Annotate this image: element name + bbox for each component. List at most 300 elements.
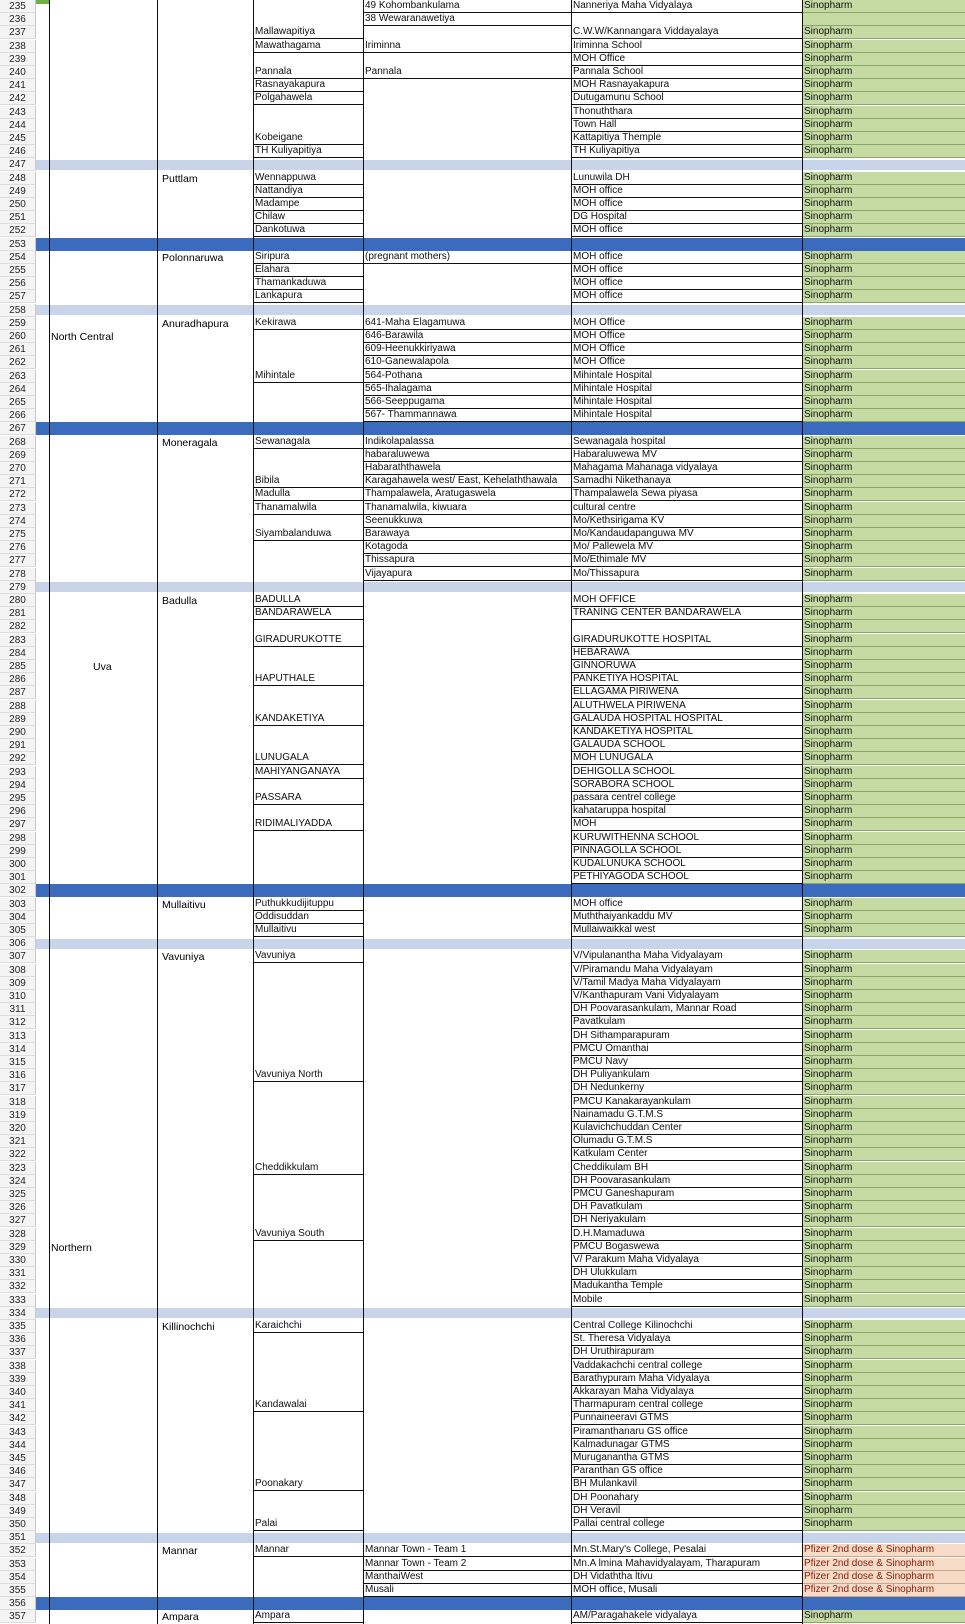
vaccination-centre-cell[interactable]: MOH Office [571, 356, 802, 369]
row-number[interactable]: 235 [0, 0, 36, 13]
moh-area-cell[interactable]: TH Kuliyapitiya [253, 145, 363, 158]
vaccination-centre-cell[interactable]: Mo/Thissapura [571, 568, 802, 581]
vaccination-centre-cell[interactable]: Kulavichchuddan Center [571, 1122, 802, 1135]
vaccine-type-cell[interactable]: Sinopharm [802, 620, 965, 633]
vaccine-type-cell[interactable]: Sinopharm [802, 53, 965, 66]
location-cell[interactable] [363, 1082, 571, 1095]
vaccination-centre-cell[interactable]: V/Kanthapuram Vani Vidyalayam [571, 990, 802, 1003]
vaccine-type-cell[interactable]: Sinopharm [802, 1505, 965, 1518]
location-cell[interactable]: habaraluwewa [363, 449, 571, 462]
moh-area-cell[interactable] [253, 1109, 363, 1122]
vaccination-centre-cell[interactable]: Dutugamunu School [571, 92, 802, 105]
moh-area-cell[interactable]: KANDAKETIYA [253, 713, 363, 726]
vaccine-type-cell[interactable]: Sinopharm [802, 700, 965, 713]
moh-area-cell[interactable] [253, 779, 363, 792]
vaccine-type-cell[interactable]: Sinopharm [802, 224, 965, 237]
row-number[interactable]: 310 [0, 990, 36, 1003]
location-cell[interactable] [363, 898, 571, 911]
location-cell[interactable] [363, 964, 571, 977]
moh-area-cell[interactable]: Thamankaduwa [253, 277, 363, 290]
vaccine-type-cell[interactable]: Sinopharm [802, 924, 965, 937]
vaccine-type-cell[interactable]: Pfizer 2nd dose & Sinopharm [802, 1558, 965, 1571]
moh-area-cell[interactable] [253, 1465, 363, 1478]
vaccination-centre-cell[interactable]: Kattapitiya Themple [571, 132, 802, 145]
vaccination-centre-cell[interactable]: cultural centre [571, 502, 802, 515]
location-cell[interactable] [363, 1294, 571, 1307]
moh-area-cell[interactable] [253, 1360, 363, 1373]
location-cell[interactable]: (pregnant mothers) [363, 251, 571, 264]
row-number[interactable]: 272 [0, 488, 36, 501]
moh-area-cell[interactable]: Vavuniya North [253, 1069, 363, 1082]
row-number[interactable]: 259 [0, 317, 36, 330]
location-cell[interactable] [363, 713, 571, 726]
row-number[interactable]: 339 [0, 1373, 36, 1386]
vaccination-centre-cell[interactable]: Mn.St.Mary's College, Pesalai [571, 1544, 802, 1557]
moh-area-cell[interactable] [253, 1333, 363, 1346]
location-cell[interactable]: 610-Ganewalapola [363, 356, 571, 369]
vaccination-centre-cell[interactable]: HEBARAWA [571, 647, 802, 660]
row-number[interactable]: 256 [0, 277, 36, 290]
moh-area-cell[interactable] [253, 1214, 363, 1227]
row-number[interactable]: 305 [0, 924, 36, 937]
moh-area-cell[interactable] [253, 53, 363, 66]
vaccine-type-cell[interactable]: Sinopharm [802, 845, 965, 858]
moh-area-cell[interactable]: Lankapura [253, 290, 363, 303]
vaccine-type-cell[interactable]: Sinopharm [802, 449, 965, 462]
vaccine-type-cell[interactable]: Sinopharm [802, 251, 965, 264]
vaccination-centre-cell[interactable]: Mahagama Mahanaga vidyalaya [571, 462, 802, 475]
location-cell[interactable]: 646-Barawila [363, 330, 571, 343]
location-cell[interactable] [363, 766, 571, 779]
vaccine-type-cell[interactable]: Sinopharm [802, 779, 965, 792]
moh-area-cell[interactable] [253, 805, 363, 818]
vaccination-centre-cell[interactable]: GINNORUWA [571, 660, 802, 673]
vaccination-centre-cell[interactable]: Mihintale Hospital [571, 396, 802, 409]
moh-area-cell[interactable]: Mallawapitiya [253, 26, 363, 39]
row-number[interactable]: 288 [0, 700, 36, 713]
location-cell[interactable]: Mannar Town - Team 1 [363, 1544, 571, 1557]
moh-area-cell[interactable]: Madulla [253, 488, 363, 501]
row-number[interactable]: 313 [0, 1030, 36, 1043]
row-number[interactable]: 260 [0, 330, 36, 343]
vaccine-type-cell[interactable]: Pfizer 2nd dose & Sinopharm [802, 1544, 965, 1557]
location-cell[interactable] [363, 832, 571, 845]
row-number[interactable]: 326 [0, 1201, 36, 1214]
location-cell[interactable] [363, 1162, 571, 1175]
row-number[interactable]: 279 [0, 581, 36, 594]
vaccination-centre-cell[interactable]: MOH Office [571, 330, 802, 343]
vaccination-centre-cell[interactable]: Mobile [571, 1294, 802, 1307]
moh-area-cell[interactable] [253, 1175, 363, 1188]
row-number[interactable]: 292 [0, 752, 36, 765]
row-number[interactable]: 357 [0, 1610, 36, 1623]
location-cell[interactable]: Pannala [363, 66, 571, 79]
moh-area-cell[interactable] [253, 1412, 363, 1425]
row-number[interactable]: 247 [0, 158, 36, 171]
vaccine-type-cell[interactable]: Sinopharm [802, 0, 965, 13]
vaccine-type-cell[interactable]: Sinopharm [802, 805, 965, 818]
vaccine-type-cell[interactable]: Sinopharm [802, 317, 965, 330]
location-cell[interactable]: 566-Seeppugama [363, 396, 571, 409]
moh-area-cell[interactable]: Kobeigane [253, 132, 363, 145]
vaccination-centre-cell[interactable]: AM/Paragahakele vidyalaya [571, 1610, 802, 1623]
row-number[interactable]: 324 [0, 1175, 36, 1188]
row-number[interactable]: 356 [0, 1597, 36, 1610]
vaccination-centre-cell[interactable]: Mullaiwaikkal west [571, 924, 802, 937]
location-cell[interactable] [363, 990, 571, 1003]
moh-area-cell[interactable]: Ampara [253, 1610, 363, 1623]
moh-area-cell[interactable] [253, 858, 363, 871]
row-number[interactable]: 300 [0, 858, 36, 871]
vaccine-type-cell[interactable]: Sinopharm [802, 554, 965, 567]
row-number[interactable]: 278 [0, 568, 36, 581]
vaccination-centre-cell[interactable]: Piramanthanaru GS office [571, 1426, 802, 1439]
location-cell[interactable] [363, 805, 571, 818]
moh-area-cell[interactable] [253, 409, 363, 422]
moh-area-cell[interactable] [253, 1439, 363, 1452]
moh-area-cell[interactable] [253, 383, 363, 396]
row-number[interactable]: 345 [0, 1452, 36, 1465]
vaccine-type-cell[interactable]: Sinopharm [802, 1069, 965, 1082]
vaccination-centre-cell[interactable]: Mo/Kethsirigama KV [571, 515, 802, 528]
vaccine-type-cell[interactable]: Sinopharm [802, 436, 965, 449]
moh-area-cell[interactable] [253, 1492, 363, 1505]
row-number[interactable]: 281 [0, 607, 36, 620]
vaccine-type-cell[interactable]: Sinopharm [802, 462, 965, 475]
vaccine-type-cell[interactable]: Sinopharm [802, 1280, 965, 1293]
vaccination-centre-cell[interactable]: DH Pavatkulam [571, 1201, 802, 1214]
row-number[interactable]: 327 [0, 1214, 36, 1227]
row-number[interactable]: 337 [0, 1346, 36, 1359]
vaccination-centre-cell[interactable]: Nanneriya Maha Vidyalaya [571, 0, 802, 13]
location-cell[interactable] [363, 1373, 571, 1386]
location-cell[interactable] [363, 1030, 571, 1043]
vaccination-centre-cell[interactable]: ALUTHWELA PIRIWENA [571, 700, 802, 713]
row-number[interactable]: 338 [0, 1360, 36, 1373]
row-number[interactable]: 245 [0, 132, 36, 145]
vaccination-centre-cell[interactable]: Tharmapuram central college [571, 1399, 802, 1412]
moh-area-cell[interactable] [253, 686, 363, 699]
vaccination-centre-cell[interactable]: Thonuththara [571, 106, 802, 119]
vaccination-centre-cell[interactable]: Mihintale Hospital [571, 409, 802, 422]
row-number[interactable]: 267 [0, 422, 36, 435]
vaccine-type-cell[interactable]: Sinopharm [802, 541, 965, 554]
row-number[interactable]: 298 [0, 832, 36, 845]
vaccination-centre-cell[interactable]: MOH Rasnayakapura [571, 79, 802, 92]
row-number[interactable]: 319 [0, 1109, 36, 1122]
vaccine-type-cell[interactable]: Sinopharm [802, 1003, 965, 1016]
location-cell[interactable] [363, 1135, 571, 1148]
moh-area-cell[interactable] [253, 845, 363, 858]
location-cell[interactable] [363, 185, 571, 198]
moh-area-cell[interactable]: MAHIYANGANAYA [253, 766, 363, 779]
vaccination-centre-cell[interactable]: Samadhi Nikethanaya [571, 475, 802, 488]
row-number[interactable]: 353 [0, 1558, 36, 1571]
row-number[interactable]: 308 [0, 964, 36, 977]
vaccination-centre-cell[interactable]: PETHIYAGODA SCHOOL [571, 871, 802, 884]
row-number[interactable]: 289 [0, 713, 36, 726]
row-number[interactable]: 355 [0, 1584, 36, 1597]
location-cell[interactable] [363, 1175, 571, 1188]
vaccine-type-cell[interactable]: Sinopharm [802, 528, 965, 541]
vaccine-type-cell[interactable]: Sinopharm [802, 145, 965, 158]
vaccine-type-cell[interactable]: Sinopharm [802, 66, 965, 79]
location-cell[interactable] [363, 1333, 571, 1346]
moh-area-cell[interactable]: Dankotuwa [253, 224, 363, 237]
moh-area-cell[interactable] [253, 396, 363, 409]
row-number[interactable]: 249 [0, 185, 36, 198]
vaccination-centre-cell[interactable]: Akkarayan Maha Vidyalaya [571, 1386, 802, 1399]
vaccine-type-cell[interactable]: Sinopharm [802, 1109, 965, 1122]
moh-area-cell[interactable]: Nattandiya [253, 185, 363, 198]
row-number[interactable]: 239 [0, 53, 36, 66]
vaccine-type-cell[interactable]: Sinopharm [802, 1478, 965, 1491]
moh-area-cell[interactable] [253, 1426, 363, 1439]
vaccination-centre-cell[interactable]: Nainamadu G.T.M.S [571, 1109, 802, 1122]
vaccination-centre-cell[interactable]: PINNAGOLLA SCHOOL [571, 845, 802, 858]
location-cell[interactable] [363, 1148, 571, 1161]
moh-area-cell[interactable]: BADULLA [253, 594, 363, 607]
moh-area-cell[interactable] [253, 1003, 363, 1016]
moh-area-cell[interactable]: Siyambalanduwa [253, 528, 363, 541]
vaccine-type-cell[interactable]: Sinopharm [802, 1122, 965, 1135]
vaccine-type-cell[interactable]: Sinopharm [802, 713, 965, 726]
moh-area-cell[interactable]: Mullaitivu [253, 924, 363, 937]
vaccination-centre-cell[interactable]: kahataruppa hospital [571, 805, 802, 818]
vaccination-centre-cell[interactable]: D.H.Mamaduwa [571, 1228, 802, 1241]
moh-area-cell[interactable] [253, 1201, 363, 1214]
vaccination-centre-cell[interactable]: DH Nedunkerny [571, 1082, 802, 1095]
vaccine-type-cell[interactable]: Sinopharm [802, 634, 965, 647]
row-number[interactable]: 248 [0, 172, 36, 185]
vaccination-centre-cell[interactable]: DH Poovarasankulam, Mannar Road [571, 1003, 802, 1016]
row-number[interactable]: 293 [0, 766, 36, 779]
moh-area-cell[interactable] [253, 1135, 363, 1148]
vaccination-centre-cell[interactable]: MOH office [571, 251, 802, 264]
row-number[interactable]: 314 [0, 1043, 36, 1056]
row-number[interactable]: 252 [0, 224, 36, 237]
row-number[interactable]: 304 [0, 911, 36, 924]
vaccine-type-cell[interactable]: Sinopharm [802, 1333, 965, 1346]
location-cell[interactable] [363, 132, 571, 145]
moh-area-cell[interactable] [253, 1571, 363, 1584]
row-number[interactable]: 258 [0, 304, 36, 317]
row-number[interactable]: 346 [0, 1465, 36, 1478]
vaccination-centre-cell[interactable]: MOH OFFICE [571, 594, 802, 607]
vaccination-centre-cell[interactable]: KANDAKETIYA HOSPITAL [571, 726, 802, 739]
vaccine-type-cell[interactable]: Sinopharm [802, 594, 965, 607]
location-cell[interactable] [363, 1346, 571, 1359]
location-cell[interactable]: Vijayapura [363, 568, 571, 581]
moh-area-cell[interactable] [253, 343, 363, 356]
vaccine-type-cell[interactable]: Sinopharm [802, 660, 965, 673]
vaccine-type-cell[interactable]: Sinopharm [802, 264, 965, 277]
vaccination-centre-cell[interactable]: GALAUDA SCHOOL [571, 739, 802, 752]
location-cell[interactable] [363, 911, 571, 924]
vaccine-type-cell[interactable]: Pfizer 2nd dose & Sinopharm [802, 1571, 965, 1584]
row-number[interactable]: 251 [0, 211, 36, 224]
vaccine-type-cell[interactable]: Sinopharm [802, 1492, 965, 1505]
location-cell[interactable]: 609-Heenukkiriyawa [363, 343, 571, 356]
location-cell[interactable] [363, 1465, 571, 1478]
row-number[interactable]: 350 [0, 1518, 36, 1531]
row-number[interactable]: 347 [0, 1478, 36, 1491]
row-number[interactable]: 302 [0, 884, 36, 897]
moh-area-cell[interactable] [253, 1188, 363, 1201]
vaccine-type-cell[interactable]: Sinopharm [802, 1201, 965, 1214]
vaccine-type-cell[interactable]: Sinopharm [802, 502, 965, 515]
vaccination-centre-cell[interactable]: Mn.A lmina Mahavidyalayam, Tharapuram [571, 1558, 802, 1571]
row-number[interactable]: 311 [0, 1003, 36, 1016]
moh-area-cell[interactable] [253, 356, 363, 369]
row-number[interactable]: 348 [0, 1492, 36, 1505]
vaccination-centre-cell[interactable]: SORABORA SCHOOL [571, 779, 802, 792]
vaccine-type-cell[interactable]: Sinopharm [802, 1452, 965, 1465]
location-cell[interactable] [363, 845, 571, 858]
vaccine-type-cell[interactable]: Sinopharm [802, 858, 965, 871]
vaccination-centre-cell[interactable]: MOH office [571, 264, 802, 277]
row-number[interactable]: 263 [0, 370, 36, 383]
location-cell[interactable] [363, 1214, 571, 1227]
location-cell[interactable] [363, 792, 571, 805]
row-number[interactable]: 287 [0, 686, 36, 699]
row-number[interactable]: 306 [0, 937, 36, 950]
location-cell[interactable]: Barawaya [363, 528, 571, 541]
vaccine-type-cell[interactable]: Sinopharm [802, 290, 965, 303]
vaccination-centre-cell[interactable]: PMCU Navy [571, 1056, 802, 1069]
vaccination-centre-cell[interactable]: Kalmadunagar GTMS [571, 1439, 802, 1452]
vaccination-centre-cell[interactable]: St. Theresa Vidyalaya [571, 1333, 802, 1346]
row-number[interactable]: 341 [0, 1399, 36, 1412]
row-number[interactable]: 299 [0, 845, 36, 858]
location-cell[interactable]: Seenukkuwa [363, 515, 571, 528]
moh-area-cell[interactable] [253, 1043, 363, 1056]
location-cell[interactable]: Thampalawela, Aratugaswela [363, 488, 571, 501]
row-number[interactable]: 290 [0, 726, 36, 739]
location-cell[interactable] [363, 647, 571, 660]
location-cell[interactable] [363, 620, 571, 633]
vaccination-centre-cell[interactable]: KURUWITHENNA SCHOOL [571, 832, 802, 845]
moh-area-cell[interactable]: Palai [253, 1518, 363, 1531]
moh-area-cell[interactable]: Poonakary [253, 1478, 363, 1491]
vaccine-type-cell[interactable]: Sinopharm [802, 726, 965, 739]
vaccine-type-cell[interactable]: Sinopharm [802, 119, 965, 132]
location-cell[interactable] [363, 172, 571, 185]
row-number[interactable]: 315 [0, 1056, 36, 1069]
vaccination-centre-cell[interactable]: Vaddakachchi central college [571, 1360, 802, 1373]
location-cell[interactable] [363, 106, 571, 119]
vaccination-centre-cell[interactable] [571, 620, 802, 633]
location-cell[interactable] [363, 726, 571, 739]
location-cell[interactable] [363, 198, 571, 211]
moh-area-cell[interactable] [253, 515, 363, 528]
moh-area-cell[interactable] [253, 1241, 363, 1254]
vaccine-type-cell[interactable]: Sinopharm [802, 1346, 965, 1359]
vaccination-centre-cell[interactable]: MOH Office [571, 343, 802, 356]
row-number[interactable]: 283 [0, 634, 36, 647]
moh-area-cell[interactable] [253, 1558, 363, 1571]
vaccination-centre-cell[interactable]: Mihintale Hospital [571, 370, 802, 383]
vaccine-type-cell[interactable]: Sinopharm [802, 1439, 965, 1452]
vaccination-centre-cell[interactable]: DH Poonahary [571, 1492, 802, 1505]
location-cell[interactable] [363, 1228, 571, 1241]
location-cell[interactable] [363, 92, 571, 105]
moh-area-cell[interactable]: Wennappuwa [253, 172, 363, 185]
row-number[interactable]: 266 [0, 409, 36, 422]
location-cell[interactable] [363, 1267, 571, 1280]
moh-area-cell[interactable]: Kekirawa [253, 317, 363, 330]
row-number[interactable]: 284 [0, 647, 36, 660]
vaccine-type-cell[interactable]: Sinopharm [802, 911, 965, 924]
vaccine-type-cell[interactable]: Sinopharm [802, 1082, 965, 1095]
location-cell[interactable] [363, 290, 571, 303]
row-number[interactable]: 331 [0, 1267, 36, 1280]
vaccination-centre-cell[interactable]: MOH office, Musali [571, 1584, 802, 1597]
location-cell[interactable] [363, 119, 571, 132]
row-number[interactable]: 269 [0, 449, 36, 462]
vaccination-centre-cell[interactable]: Mo/ Pallewela MV [571, 541, 802, 554]
vaccine-type-cell[interactable]: Sinopharm [802, 739, 965, 752]
row-number[interactable]: 342 [0, 1412, 36, 1425]
vaccine-type-cell[interactable]: Sinopharm [802, 898, 965, 911]
vaccination-centre-cell[interactable]: Barathypuram Maha Vidyalaya [571, 1373, 802, 1386]
row-number[interactable]: 312 [0, 1016, 36, 1029]
vaccination-centre-cell[interactable]: Pavatkulam [571, 1016, 802, 1029]
moh-area-cell[interactable]: LUNUGALA [253, 752, 363, 765]
vaccination-centre-cell[interactable]: PANKETIYA HOSPITAL [571, 673, 802, 686]
vaccine-type-cell[interactable] [802, 13, 965, 26]
moh-area-cell[interactable]: Siripura [253, 251, 363, 264]
vaccination-centre-cell[interactable]: DH Ulukkulam [571, 1267, 802, 1280]
moh-area-cell[interactable]: Madampe [253, 198, 363, 211]
row-number[interactable]: 336 [0, 1333, 36, 1346]
moh-area-cell[interactable] [253, 832, 363, 845]
row-number[interactable]: 323 [0, 1162, 36, 1175]
row-number[interactable]: 291 [0, 739, 36, 752]
location-cell[interactable] [363, 1254, 571, 1267]
row-number[interactable]: 333 [0, 1294, 36, 1307]
vaccination-centre-cell[interactable]: DH Poovarasankulam [571, 1175, 802, 1188]
location-cell[interactable] [363, 1360, 571, 1373]
location-cell[interactable] [363, 1201, 571, 1214]
vaccination-centre-cell[interactable]: Pannala School [571, 66, 802, 79]
vaccine-type-cell[interactable]: Sinopharm [802, 686, 965, 699]
location-cell[interactable]: Musali [363, 1584, 571, 1597]
location-cell[interactable] [363, 1399, 571, 1412]
vaccine-type-cell[interactable]: Sinopharm [802, 1175, 965, 1188]
vaccination-centre-cell[interactable]: Sewanagala hospital [571, 436, 802, 449]
location-cell[interactable] [363, 686, 571, 699]
location-cell[interactable]: 564-Pothana [363, 370, 571, 383]
moh-area-cell[interactable] [253, 977, 363, 990]
moh-area-cell[interactable]: Thanamalwila [253, 502, 363, 515]
row-number[interactable]: 238 [0, 40, 36, 53]
location-cell[interactable] [363, 1188, 571, 1201]
vaccine-type-cell[interactable]: Sinopharm [802, 568, 965, 581]
moh-area-cell[interactable] [253, 1016, 363, 1029]
row-number[interactable]: 316 [0, 1069, 36, 1082]
location-cell[interactable] [363, 53, 571, 66]
location-cell[interactable] [363, 634, 571, 647]
row-number[interactable]: 343 [0, 1426, 36, 1439]
vaccine-type-cell[interactable]: Sinopharm [802, 1518, 965, 1531]
location-cell[interactable]: 565-Ihalagama [363, 383, 571, 396]
vaccine-type-cell[interactable]: Sinopharm [802, 832, 965, 845]
vaccine-type-cell[interactable]: Sinopharm [802, 79, 965, 92]
vaccination-centre-cell[interactable]: Lunuwila DH [571, 172, 802, 185]
vaccination-centre-cell[interactable]: PMCU Omanthai [571, 1043, 802, 1056]
vaccine-type-cell[interactable]: Sinopharm [802, 488, 965, 501]
